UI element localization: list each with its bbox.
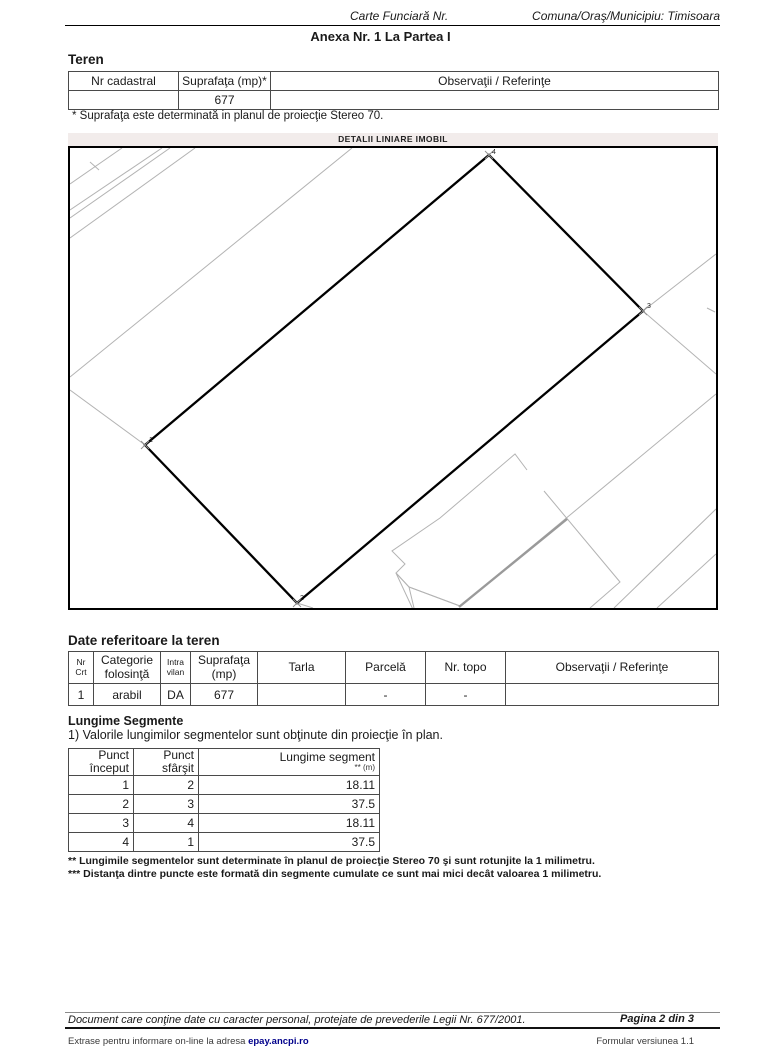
cell-suprafata: 677	[191, 684, 258, 706]
segment-start: 4	[69, 833, 134, 852]
privacy-note: Document care conţine date cu caracter personal, protejate de prevederile Legii Nr. 677/2001.	[68, 1014, 526, 1026]
cell-categorie: arabil	[94, 684, 161, 706]
segment-start: 2	[69, 795, 134, 814]
col-intravilan-line1: Intra	[166, 656, 184, 667]
teren-cell-nr-cadastral	[69, 91, 179, 110]
col-parcela: Parcelă	[346, 652, 426, 684]
date-teren-data-row	[69, 684, 719, 706]
col-intravilan-line2: vilan	[166, 666, 185, 677]
segment-length: 18.11	[199, 814, 380, 833]
segment-row	[69, 833, 380, 852]
extras-note	[68, 1036, 309, 1047]
cell-tarla	[258, 684, 346, 706]
col-nr-crt-line1: Nr	[76, 656, 86, 667]
segment-end: 1	[134, 833, 199, 852]
segmente-table	[68, 748, 380, 852]
vertex-labels	[149, 149, 651, 602]
segment-length: 37.5	[199, 795, 380, 814]
col-lungime-segment	[199, 749, 380, 776]
col-punct-inceput-line2: început	[89, 761, 129, 776]
date-teren-heading: Date referitoare la teren	[68, 633, 220, 648]
teren-heading: Teren	[68, 52, 104, 67]
cadastral-map	[68, 146, 718, 610]
teren-col-suprafata: Suprafaţa (mp)*	[179, 72, 271, 91]
segment-start: 3	[69, 814, 134, 833]
vertex-marker-1	[141, 441, 149, 449]
page-number: Pagina 2 din 3	[620, 1013, 694, 1025]
epay-ancpi-link[interactable]: epay.ancpi.ro	[248, 1036, 309, 1047]
segment-row	[69, 795, 380, 814]
cell-observatii	[506, 684, 719, 706]
date-teren-table	[68, 651, 719, 706]
parcel-polygon	[145, 155, 643, 603]
col-suprafata-line1: Suprafaţa	[197, 652, 251, 667]
col-punct-inceput-line1: Punct	[98, 748, 129, 762]
extras-note-text: Extrase pentru informare on-line la adresa	[68, 1036, 249, 1047]
vertex-markers	[141, 151, 647, 607]
col-punct-sfarsit-line1: Punct	[163, 748, 194, 762]
locality-label: Comuna/Oraş/Municipiu: Timisoara	[532, 9, 720, 23]
cell-nr-topo: -	[426, 684, 506, 706]
vertex-label-3: 3	[647, 303, 651, 310]
date-teren-header-row	[69, 652, 719, 684]
cell-nr-crt: 1	[69, 684, 94, 706]
form-version: Formular versiunea 1.1	[596, 1036, 694, 1047]
col-lungime-segment-line1: Lungime segment	[279, 750, 375, 765]
segmente-heading: Lungime Segmente	[68, 714, 184, 728]
teren-table-header-row	[69, 72, 719, 91]
teren-col-observatii: Observaţii / Referinţe	[271, 72, 719, 91]
cell-intravilan: DA	[161, 684, 191, 706]
segment-row	[69, 814, 380, 833]
vertex-label-1: 1	[149, 437, 153, 444]
vertex-label-4: 4	[492, 149, 496, 156]
segment-length: 37.5	[199, 833, 380, 852]
vertex-label-2: 2	[300, 595, 304, 602]
col-nr-topo: Nr. topo	[426, 652, 506, 684]
cadastral-map-drawing	[70, 148, 716, 608]
building-edge-line	[459, 519, 567, 607]
segmente-note: 1) Valorile lungimilor segmentelor sunt obţinute din proiecţie în plan.	[68, 728, 443, 742]
col-categorie-line2: folosinţă	[104, 666, 150, 681]
col-categorie	[94, 652, 161, 684]
col-nr-crt-line2: Crt	[75, 666, 87, 677]
header-rule	[65, 25, 720, 26]
col-categorie-line1: Categorie	[100, 652, 154, 667]
teren-table	[68, 71, 719, 110]
segment-end: 3	[134, 795, 199, 814]
vertex-marker-3	[639, 307, 647, 315]
cell-parcela: -	[346, 684, 426, 706]
col-tarla: Tarla	[258, 652, 346, 684]
col-punct-sfarsit	[134, 749, 199, 776]
segmente-header-row	[69, 749, 380, 776]
col-observatii: Observaţii / Referinţe	[506, 652, 719, 684]
map-title-bar: DETALII LINIARE IMOBIL	[68, 133, 718, 146]
teren-col-nr-cadastral: Nr cadastral	[69, 72, 179, 91]
segment-end: 2	[134, 776, 199, 795]
footnote-two-stars: ** Lungimile segmentelor sunt determinate în planul de proiecţie Stereo 70 şi sunt rotunjite la 1 milimetru.	[68, 855, 595, 867]
segment-length: 18.11	[199, 776, 380, 795]
teren-cell-suprafata: 677	[179, 91, 271, 110]
teren-cell-observatii	[271, 91, 719, 110]
col-suprafata-line2: (mp)	[211, 666, 237, 681]
col-intravilan	[161, 652, 191, 684]
col-punct-inceput	[69, 749, 134, 776]
suprafata-note: * Suprafaţa este determinată in planul de proiecţie Stereo 70.	[72, 110, 384, 122]
segment-row	[69, 776, 380, 795]
segment-end: 4	[134, 814, 199, 833]
col-nr-crt	[69, 652, 94, 684]
page-title: Anexa Nr. 1 La Partea I	[310, 29, 451, 44]
col-punct-sfarsit-line2: sfârşit	[161, 761, 194, 776]
carte-funciara-label: Carte Funciară Nr.	[350, 9, 449, 23]
footnote-three-stars: *** Distanţa dintre puncte este formată din segmente cumulate ce sunt mai mici decât valoarea 1 milimetru.	[68, 868, 602, 880]
footer-thick-rule	[65, 1027, 720, 1029]
neighbor-parcel-lines	[70, 148, 716, 608]
col-lungime-segment-unit: ** (m)	[354, 763, 375, 773]
segment-start: 1	[69, 776, 134, 795]
col-suprafata	[191, 652, 258, 684]
teren-table-data-row	[69, 91, 719, 110]
